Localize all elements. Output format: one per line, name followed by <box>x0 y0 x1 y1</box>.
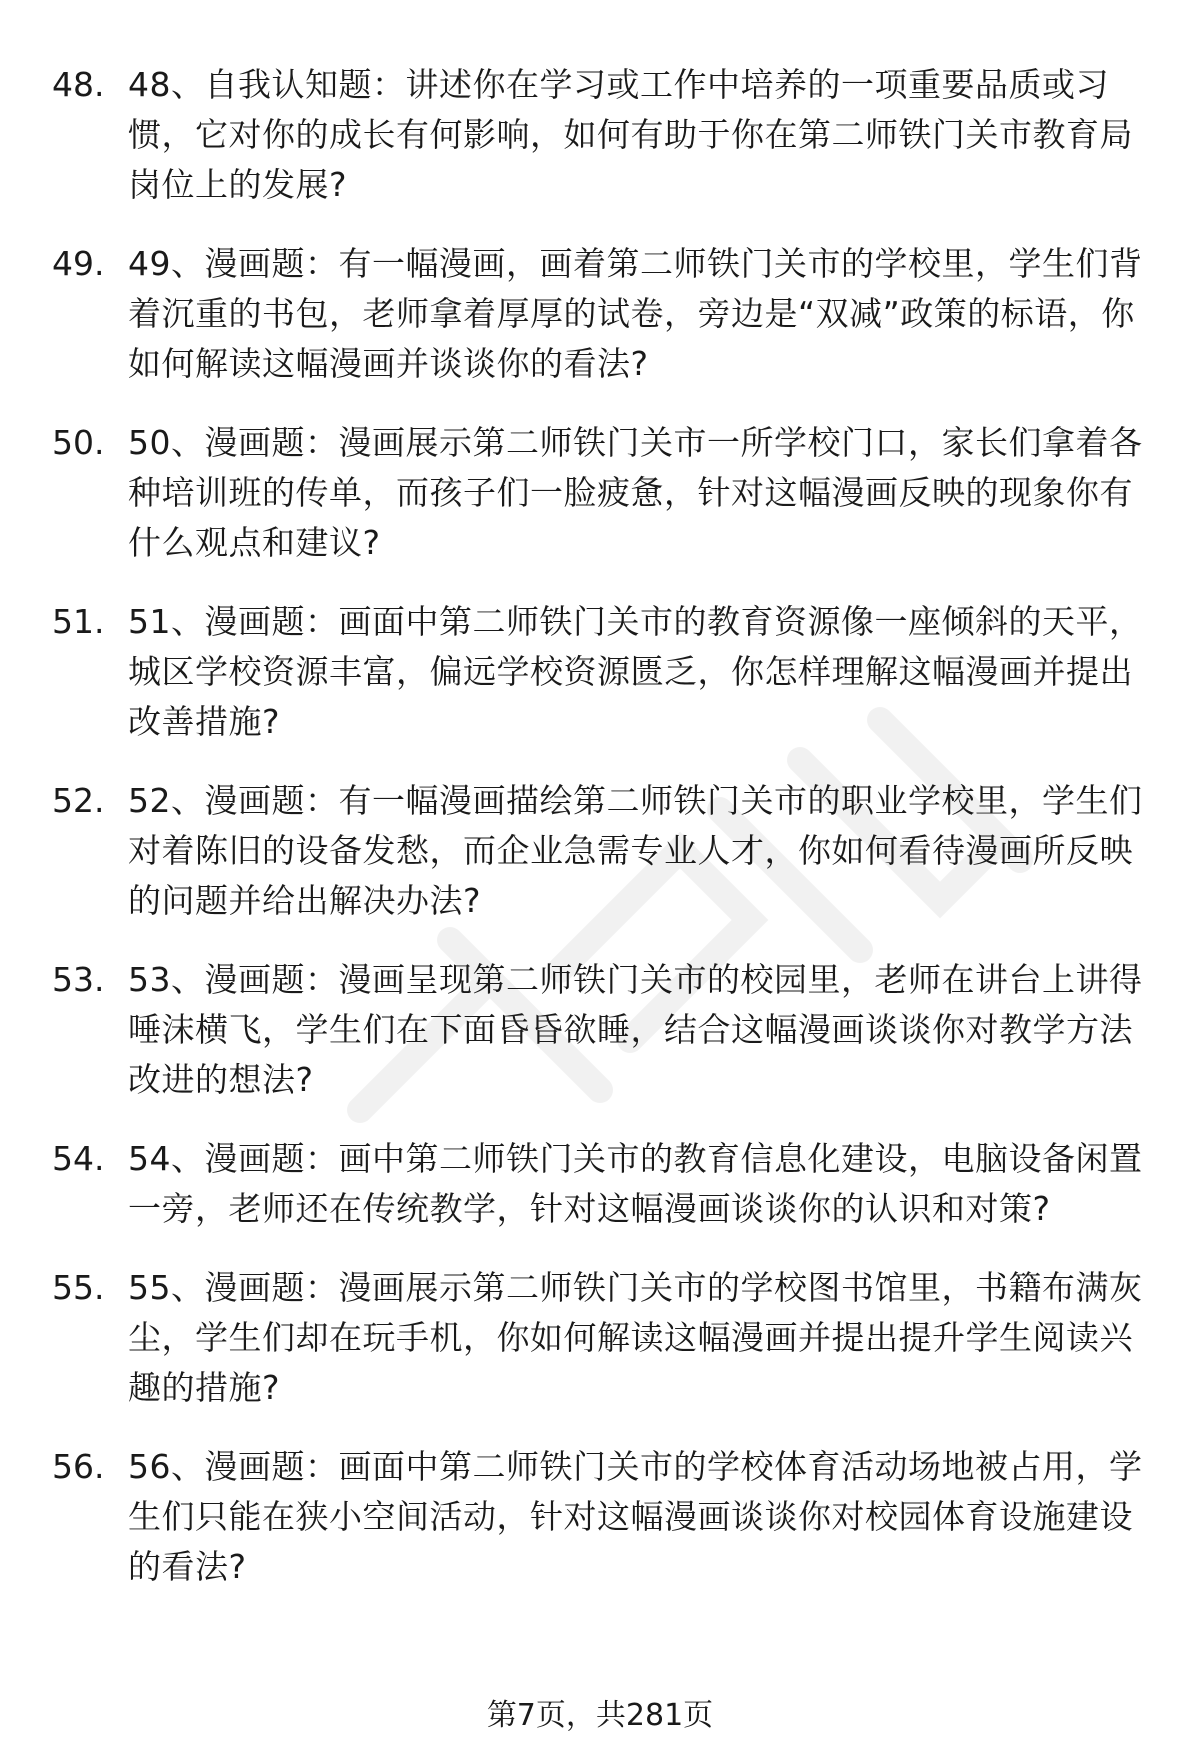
question-item <box>0 60 1200 210</box>
question-text: 50、漫画题：漫画展示第二师铁门关市一所学校门口，家长们拿着各种培训班的传单，而孩子们一脸疲惫，针对这幅漫画反映的现象你有什么观点和建议? <box>128 423 1143 562</box>
question-text: 54、漫画题：画中第二师铁门关市的教育信息化建设，电脑设备闲置一旁，老师还在传统教学，针对这幅漫画谈谈你的认识和对策? <box>128 1139 1143 1228</box>
question-number: 50. <box>52 423 105 462</box>
question-item <box>0 776 1200 926</box>
question-text: 55、漫画题：漫画展示第二师铁门关市的学校图书馆里，书籍布满灰尘，学生们却在玩手机，你如何解读这幅漫画并提出提升学生阅读兴趣的措施? <box>128 1268 1143 1407</box>
question-number: 49. <box>52 244 105 283</box>
question-item <box>0 1442 1200 1592</box>
question-item <box>0 239 1200 389</box>
question-text: 52、漫画题：有一幅漫画描绘第二师铁门关市的职业学校里，学生们对着陈旧的设备发愁，而企业急需专业人才，你如何看待漫画所反映的问题并给出解决办法? <box>128 781 1143 920</box>
question-text: 51、漫画题：画面中第二师铁门关市的教育资源像一座倾斜的天平，城区学校资源丰富，偏远学校资源匮乏，你怎样理解这幅漫画并提出改善措施? <box>128 602 1143 741</box>
question-text: 49、漫画题：有一幅漫画，画着第二师铁门关市的学校里，学生们背着沉重的书包，老师拿着厚厚的试卷，旁边是“双减”政策的标语，你如何解读这幅漫画并谈谈你的看法? <box>128 244 1143 383</box>
question-text: 56、漫画题：画面中第二师铁门关市的学校体育活动场地被占用，学生们只能在狭小空间活动，针对这幅漫画谈谈你对校园体育设施建设的看法? <box>128 1447 1143 1586</box>
question-text: 53、漫画题：漫画呈现第二师铁门关市的校园里，老师在讲台上讲得唾沫横飞，学生们在下面昏昏欲睡，结合这幅漫画谈谈你对教学方法改进的想法? <box>128 960 1143 1099</box>
question-item <box>0 955 1200 1105</box>
question-item <box>0 1134 1200 1234</box>
question-item <box>0 597 1200 747</box>
question-item <box>0 1263 1200 1413</box>
question-number: 53. <box>52 960 105 999</box>
question-item <box>0 418 1200 568</box>
question-number: 54. <box>52 1139 105 1178</box>
question-number: 55. <box>52 1268 105 1307</box>
question-number: 51. <box>52 602 105 641</box>
question-number: 52. <box>52 781 105 820</box>
question-text: 48、自我认知题：讲述你在学习或工作中培养的一项重要品质或习惯，它对你的成长有何影响，如何有助于你在第二师铁门关市教育局岗位上的发展? <box>128 65 1133 204</box>
question-list <box>0 60 1200 1621</box>
question-number: 56. <box>52 1447 105 1486</box>
question-number: 48. <box>52 65 105 104</box>
page-footer: 第7页，共281页 <box>486 1698 714 1733</box>
